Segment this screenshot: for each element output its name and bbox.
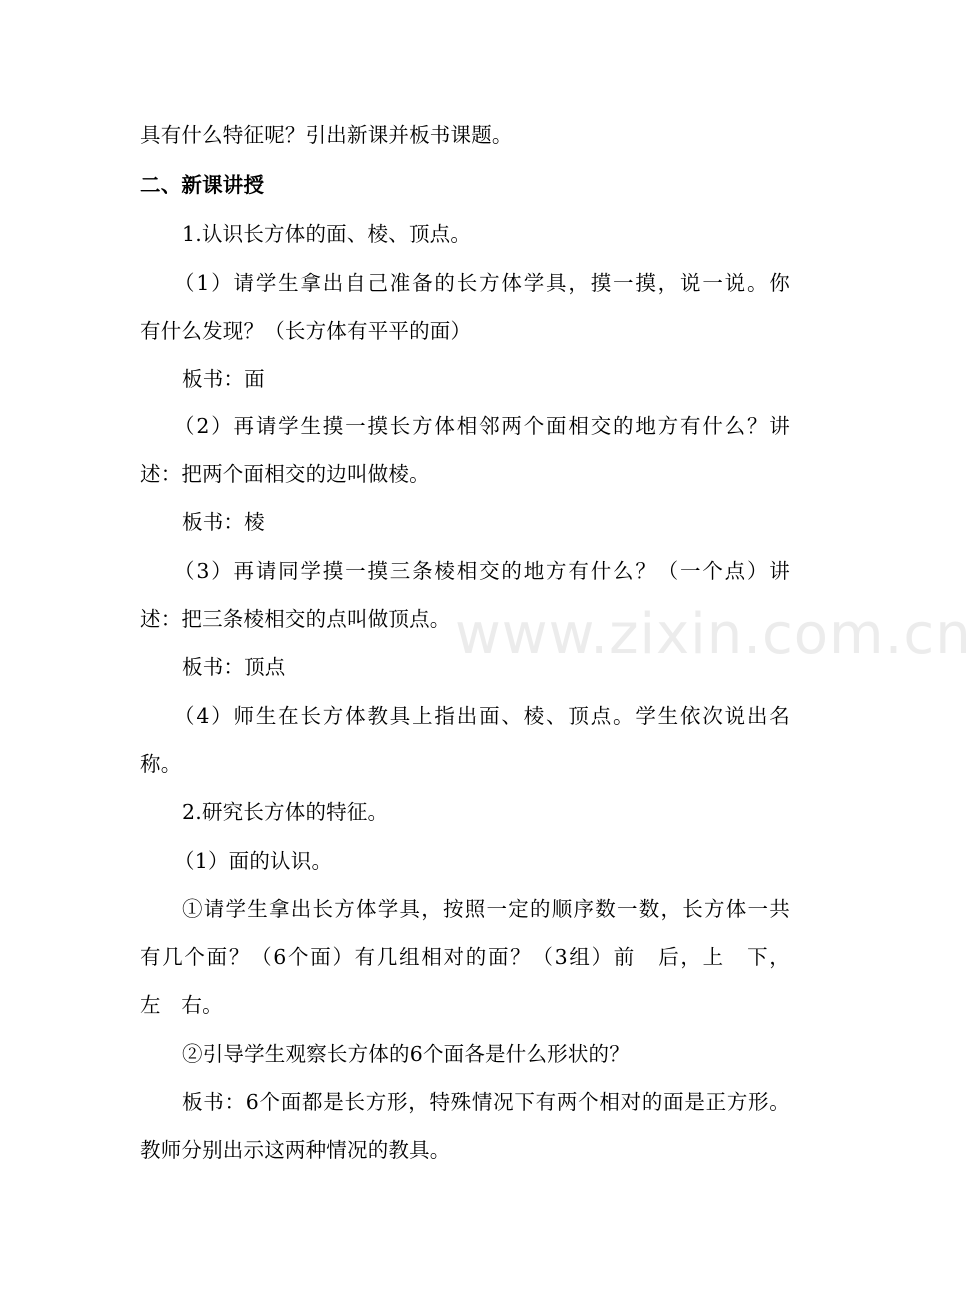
paragraph-line: 具有什么特征呢？引出新课并板书课题。 — [140, 123, 513, 147]
paragraph-line: （4）师生在长方体教具上指出面、棱、顶点。学生依次说出名 — [174, 704, 790, 728]
paragraph-line: ②引导学生观察长方体的6个面各是什么形状的？ — [182, 1042, 630, 1066]
paragraph-line: 称。 — [140, 752, 182, 776]
paragraph-line: 左 右。 — [140, 993, 223, 1017]
subsection-heading: 2.研究长方体的特征。 — [182, 800, 389, 824]
paragraph-line: （2）再请学生摸一摸长方体相邻两个面相交的地方有什么？讲 — [174, 414, 790, 438]
paragraph-line: （1）面的认识。 — [174, 849, 333, 873]
watermark: www.zixin.com.cn — [455, 602, 972, 667]
board-note: 板书：棱 — [182, 510, 265, 534]
paragraph-line: ①请学生拿出长方体学具，按照一定的顺序数一数，长方体一共 — [182, 897, 790, 921]
paragraph-line: 教师分别出示这两种情况的教具。 — [140, 1138, 451, 1162]
paragraph-line: 有几个面？（6个面）有几组相对的面？（3组）前 后，上 下， — [140, 945, 790, 969]
paragraph-line: 述：把两个面相交的边叫做棱。 — [140, 462, 430, 486]
board-note: 板书：6个面都是长方形，特殊情况下有两个相对的面是正方形。 — [182, 1090, 790, 1114]
board-note: 板书：顶点 — [182, 655, 286, 679]
paragraph-line: （3）再请同学摸一摸三条棱相交的地方有什么？（一个点）讲 — [174, 559, 790, 583]
paragraph-line: 述：把三条棱相交的点叫做顶点。 — [140, 607, 451, 631]
paragraph-line: （1）请学生拿出自己准备的长方体学具，摸一摸，说一说。你 — [174, 271, 790, 295]
paragraph-line: 有什么发现？（长方体有平平的面） — [140, 319, 472, 343]
subsection-heading: 1.认识长方体的面、棱、顶点。 — [182, 222, 472, 246]
board-note: 板书：面 — [182, 367, 265, 391]
section-heading: 二、新课讲授 — [140, 173, 265, 197]
